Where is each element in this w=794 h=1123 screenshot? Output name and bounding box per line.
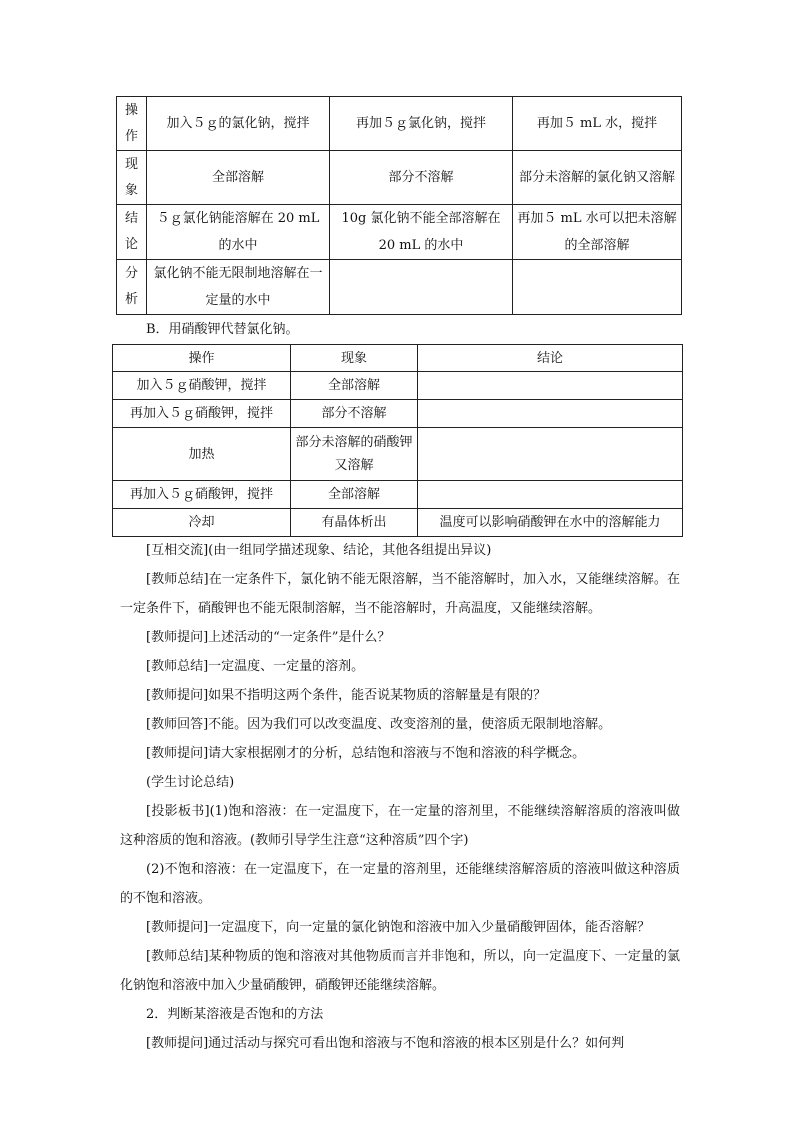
table-row: [113, 509, 683, 537]
table-cell: [418, 400, 683, 428]
table-cell: 全部溶解: [291, 481, 418, 509]
table-row: [117, 205, 682, 260]
paragraph: [教师总结]一定温度、一定量的溶剂。: [146, 659, 365, 674]
table-cell: 有晶体析出: [291, 509, 418, 537]
table-cell: 加入５ｇ的氯化钠，搅拌: [147, 97, 330, 151]
table-cell: ５ｇ氯化钠能溶解在 20 mL 的水中: [147, 205, 330, 260]
table-cell: [418, 481, 683, 509]
table-cell: 再加５ mL 水可以把未溶解的全部溶解: [513, 205, 682, 260]
table-cell: [513, 260, 682, 315]
table-cell: [330, 260, 513, 315]
table-cell: 温度可以影响硝酸钾在水中的溶解能力: [418, 509, 683, 537]
section-heading: 2．判断某溶液是否饱和的方法: [146, 1007, 324, 1022]
table-cell: [418, 428, 683, 481]
paragraph: [教师提问]通过活动与探究可看出饱和溶液与不饱和溶液的根本区别是什么？如何判: [146, 1036, 625, 1051]
table-cell: 部分不溶解: [291, 400, 418, 428]
table-cell: 部分未溶解的氯化钠又溶解: [513, 151, 682, 205]
nacl-experiment-table: [116, 96, 682, 315]
table-row: [117, 97, 682, 151]
paragraph: [教师提问]请大家根据刚才的分析，总结饱和溶液与不饱和溶液的科学概念。: [146, 746, 586, 761]
table-cell: 再加５ｇ氯化钠，搅拌: [330, 97, 513, 151]
table-cell: 全部溶解: [291, 372, 418, 400]
paragraph: (学生讨论总结): [146, 775, 235, 790]
table-cell: 再加入５ｇ硝酸钾，搅拌: [113, 481, 291, 509]
paragraph: [教师提问]如果不指明这两个条件，能否说某物质的溶解量是有限的？: [146, 688, 547, 703]
table-row: [113, 372, 683, 400]
table-cell: 冷却: [113, 509, 291, 537]
table-cell: 加热: [113, 428, 291, 481]
column-header: 现象: [291, 345, 418, 372]
table-row: [117, 151, 682, 205]
row-header: 分析: [117, 260, 147, 315]
paragraph: (2)不饱和溶液：在一定温度下，在一定量的溶剂里，还能继续溶解溶质的溶液叫做这种溶质的不饱和溶液。: [120, 862, 680, 906]
column-header: 结论: [418, 345, 683, 372]
table-cell: [418, 372, 683, 400]
table-cell: 部分不溶解: [330, 151, 513, 205]
row-header: 操作: [117, 97, 147, 151]
paragraph: [教师提问]一定温度下，向一定量的氯化钠饱和溶液中加入少量硝酸钾固体，能否溶解？: [146, 920, 651, 935]
paragraph: [教师回答]不能。因为我们可以改变温度、改变溶剂的量，使溶质无限制地溶解。: [146, 717, 612, 732]
table-cell: 加入５ｇ硝酸钾，搅拌: [113, 372, 291, 400]
table-row: [117, 260, 682, 315]
section-note: B．用硝酸钾代替氯化钠。: [146, 322, 299, 337]
paragraph: [教师总结]在一定条件下，氯化钠不能无限溶解，当不能溶解时，加入水，又能继续溶解。在一定条件下，硝酸钾也不能无限制溶解，当不能溶解时，升高温度，又能继续溶解。: [120, 572, 680, 616]
table-cell: 再加入５ｇ硝酸钾，搅拌: [113, 400, 291, 428]
table-row: [113, 400, 683, 428]
table-row: [113, 428, 683, 481]
paragraph: [教师提问]上述活动的“一定条件”是什么？: [146, 630, 391, 645]
column-header: 操作: [113, 345, 291, 372]
row-header: 现象: [117, 151, 147, 205]
paragraph: [投影板书](1)饱和溶液：在一定温度下，在一定量的溶剂里，不能继续溶解溶质的溶液叫做这种溶质的饱和溶液。(教师引导学生注意“这种溶质”四个字): [120, 804, 680, 848]
kno3-experiment-table: [112, 344, 683, 537]
table-cell: 部分未溶解的硝酸钾又溶解: [291, 428, 418, 481]
table-cell: 再加５ mL 水，搅拌: [513, 97, 682, 151]
table-cell: 氯化钠不能无限制地溶解在一定量的水中: [147, 260, 330, 315]
table-cell: 全部溶解: [147, 151, 330, 205]
table-header-row: [113, 345, 683, 372]
table-cell: 10g 氯化钠不能全部溶解在 20 mL 的水中: [330, 205, 513, 260]
paragraph: [教师总结]某种物质的饱和溶液对其他物质而言并非饱和，所以，向一定温度下、一定量的氯化钠饱和溶液中加入少量硝酸钾，硝酸钾还能继续溶解。: [120, 949, 680, 993]
table-row: [113, 481, 683, 509]
paragraph: [互相交流](由一组同学描述现象、结论，其他各组提出异议): [146, 543, 492, 558]
row-header: 结论: [117, 205, 147, 260]
